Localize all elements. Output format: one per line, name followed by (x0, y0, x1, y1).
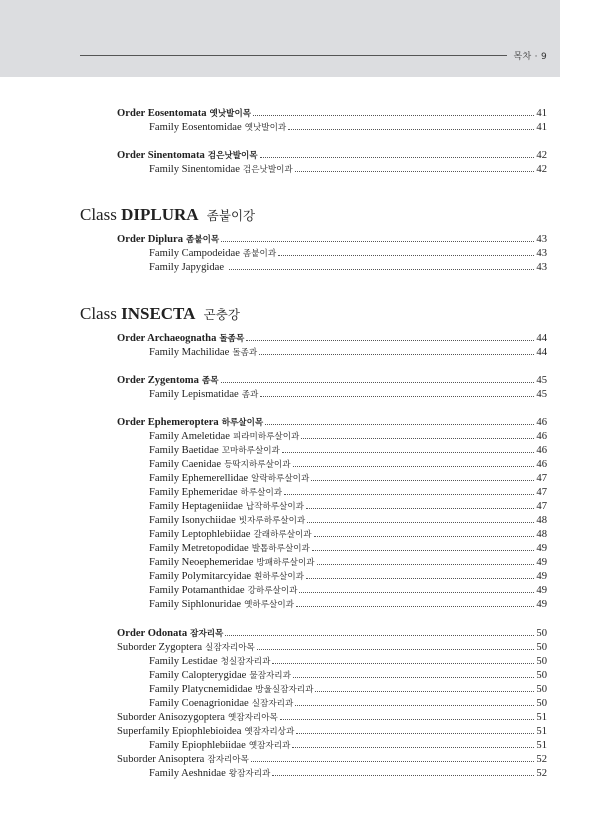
entry-korean-name: 옛잠자리상과 (244, 727, 295, 737)
entry-page-number: 45 (536, 375, 547, 386)
entry-title: Family Ameletidae (149, 431, 230, 442)
dot-leader (312, 550, 535, 551)
class-name: INSECTA (121, 304, 196, 323)
dot-leader (292, 747, 534, 748)
toc-entry-order[interactable] (117, 374, 547, 388)
toc-entry-family[interactable] (149, 669, 547, 683)
dot-leader (317, 564, 535, 565)
entry-title: Suborder Anisoptera (117, 754, 205, 765)
entry-title: Family Lepismatidae (149, 389, 239, 400)
entry-page-number: 49 (536, 599, 547, 610)
dot-leader (260, 157, 535, 158)
entry-korean-name: 방울실잠자리과 (255, 685, 314, 695)
toc-entry-order[interactable] (117, 107, 547, 121)
entry-title: Family Calopterygidae (149, 670, 247, 681)
dot-leader (229, 269, 534, 270)
entry-page-number: 44 (536, 333, 547, 344)
entry-korean-name: 좀붙이목 (186, 235, 220, 245)
entry-korean-name: 빗자루하루살이과 (238, 516, 306, 526)
dot-leader (278, 255, 534, 256)
toc-entry-suborder[interactable] (117, 641, 547, 655)
entry-page-number: 50 (536, 642, 547, 653)
dot-leader (246, 340, 534, 341)
entry-title: Family Coenagrionidae (149, 698, 249, 709)
entry-title: Order Odonata (117, 628, 188, 639)
toc-entry-family[interactable] (149, 528, 547, 542)
dot-leader (221, 382, 535, 383)
entry-korean-name: 실잠자리과 (251, 699, 294, 709)
dot-leader (225, 635, 534, 636)
entry-title: Family Metretopodidae (149, 543, 249, 554)
dot-leader (315, 691, 534, 692)
entry-title: Family Neoephemeridae (149, 557, 254, 568)
entry-title: Order Sinentomata (117, 150, 205, 161)
dot-leader (265, 424, 534, 425)
dot-leader (295, 705, 534, 706)
dot-leader (259, 354, 534, 355)
entry-korean-name: 돌좀과 (232, 348, 258, 358)
toc-entry-suborder[interactable] (117, 711, 547, 725)
entry-korean-name: 하루살이과 (240, 488, 283, 498)
dot-leader (282, 452, 535, 453)
entry-korean-name: 옛낫발이목 (209, 109, 252, 119)
toc-entry-family[interactable] (149, 655, 547, 669)
toc-entry-family[interactable] (149, 486, 547, 500)
toc-entry-family[interactable] (149, 556, 547, 570)
dot-leader (296, 606, 534, 607)
class-name: DIPLURA (121, 205, 199, 224)
entry-korean-name: 납작하루살이과 (245, 502, 304, 512)
entry-title: Family Leptophlebiidae (149, 529, 251, 540)
dot-leader (293, 466, 535, 467)
entry-page-number: 46 (536, 445, 547, 456)
entry-page-number: 41 (536, 108, 547, 119)
dot-leader (299, 592, 534, 593)
toc-entry-family[interactable] (149, 261, 547, 275)
entry-page-number: 51 (536, 740, 547, 751)
entry-title: Family Platycnemididae (149, 684, 253, 695)
entry-korean-name: 검은낫발이목 (207, 151, 258, 161)
entry-page-number: 49 (536, 543, 547, 554)
toc-entry-order[interactable] (117, 416, 547, 430)
toc-entry-family[interactable] (149, 514, 547, 528)
entry-korean-name: 갈래하루살이과 (253, 530, 312, 540)
entry-title: Family Lestidae (149, 656, 218, 667)
class-korean-name: 곤충강 (203, 307, 240, 322)
entry-korean-name: 등딱지하루살이과 (224, 460, 291, 470)
entry-title: Family Baetidae (149, 445, 219, 456)
entry-title: Family Caenidae (149, 459, 222, 470)
dot-leader (306, 578, 534, 579)
entry-korean-name: 실잠자리아목 (205, 643, 255, 653)
entry-page-number: 43 (536, 248, 547, 259)
toc-entry-superfamily[interactable] (117, 725, 547, 739)
entry-title: Order Diplura (117, 234, 184, 245)
dot-leader (295, 171, 535, 172)
entry-korean-name: 옛잠자리아목 (227, 713, 278, 723)
entry-title: Family Isonychiidae (149, 515, 236, 526)
entry-korean-name: 강하루살이과 (247, 586, 298, 596)
class-heading (80, 304, 240, 324)
toc-entry-family[interactable] (149, 430, 547, 444)
entry-title: Order Eosentomata (117, 108, 207, 119)
entry-page-number: 42 (536, 164, 547, 175)
entry-title: Suborder Anisozygoptera (117, 712, 225, 723)
entry-title: Suborder Zygoptera (117, 642, 203, 653)
dot-leader (306, 508, 534, 509)
toc-entry-family[interactable] (149, 542, 547, 556)
dot-leader (293, 677, 535, 678)
entry-page-number: 46 (536, 431, 547, 442)
dot-leader (272, 663, 534, 664)
toc-entry-family[interactable] (149, 121, 547, 135)
toc-entry-family[interactable] (149, 683, 547, 697)
toc-entry-family[interactable] (149, 247, 547, 261)
entry-title: Order Ephemeroptera (117, 417, 219, 428)
dot-leader (288, 129, 534, 130)
dot-leader (284, 494, 534, 495)
dot-leader (260, 396, 534, 397)
entry-korean-name: 알락하루살이과 (251, 474, 310, 484)
class-heading (80, 205, 255, 225)
entry-title: Family Heptageniidae (149, 501, 243, 512)
dot-leader (280, 719, 535, 720)
entry-title: Family Polymitarcyidae (149, 571, 252, 582)
class-keyword: Class (80, 304, 117, 323)
entry-page-number: 52 (536, 768, 547, 779)
entry-korean-name: 옛잠자리과 (248, 741, 291, 751)
dot-leader (296, 733, 534, 734)
page-label: 목차 · 9 (513, 52, 547, 62)
entry-korean-name: 잠자리아목 (207, 755, 249, 765)
entry-page-number: 51 (536, 726, 547, 737)
entry-korean-name: 검은낫발이과 (242, 165, 293, 175)
entry-korean-name: 청실잠자리과 (220, 657, 271, 667)
entry-page-number: 42 (536, 150, 547, 161)
toc-entry-family[interactable] (149, 500, 547, 514)
entry-korean-name: 하루살이목 (221, 418, 264, 428)
toc-entry-family[interactable] (149, 346, 547, 360)
entry-korean-name: 옛낫발이과 (244, 123, 287, 133)
toc-entry-family[interactable] (149, 444, 547, 458)
toc-entry-order[interactable] (117, 332, 547, 346)
entry-title: Family Siphlonuridae (149, 599, 242, 610)
entry-korean-name: 꼬마하루살이과 (221, 446, 280, 456)
entry-title: Superfamily Epiophlebioidea (117, 726, 242, 737)
entry-korean-name: 발톱하루살이과 (251, 544, 310, 554)
entry-korean-name: 돌좀목 (219, 334, 245, 344)
toc-entry-family[interactable] (149, 570, 547, 584)
entry-page-number: 46 (536, 417, 547, 428)
entry-page-number: 47 (536, 473, 547, 484)
entry-title: Family Aeshnidae (149, 768, 226, 779)
toc-entry-family[interactable] (149, 163, 547, 177)
dot-leader (301, 438, 534, 439)
entry-korean-name: 좀붙이과 (242, 249, 277, 259)
entry-title: Family Japygidae (149, 262, 225, 273)
toc-entry-family[interactable] (149, 584, 547, 598)
entry-title: Family Eosentomidae (149, 122, 242, 133)
toc-entry-order[interactable] (117, 149, 547, 163)
entry-korean-name: 좀목 (201, 376, 219, 386)
toc-entry-family[interactable] (149, 458, 547, 472)
entry-page-number: 49 (536, 557, 547, 568)
toc-entry-family[interactable] (149, 388, 547, 402)
entry-title: Family Ephemeridae (149, 487, 238, 498)
entry-korean-name: 피라미하루살이과 (232, 432, 300, 442)
dot-leader (272, 775, 534, 776)
entry-page-number: 51 (536, 712, 547, 723)
entry-korean-name: 방패하루살이과 (256, 558, 315, 568)
entry-title: Family Campodeidae (149, 248, 240, 259)
toc-entry-family[interactable] (149, 472, 547, 486)
entry-page-number: 52 (536, 754, 547, 765)
toc-entry-suborder[interactable] (117, 753, 547, 767)
dot-leader (314, 536, 535, 537)
toc-entry-order[interactable] (117, 627, 547, 641)
dot-leader (311, 480, 534, 481)
entry-page-number: 47 (536, 487, 547, 498)
entry-title: Family Sinentomidae (149, 164, 240, 175)
dot-leader (253, 115, 534, 116)
entry-page-number: 50 (536, 628, 547, 639)
entry-page-number: 44 (536, 347, 547, 358)
entry-title: Family Machilidae (149, 347, 230, 358)
entry-page-number: 48 (536, 529, 547, 540)
entry-korean-name: 옛하루살이과 (244, 600, 294, 610)
entry-page-number: 47 (536, 501, 547, 512)
entry-page-number: 46 (536, 459, 547, 470)
dot-leader (307, 522, 534, 523)
entry-page-number: 48 (536, 515, 547, 526)
entry-title: Family Ephemerellidae (149, 473, 249, 484)
entry-korean-name: 왕잠자리과 (228, 769, 271, 779)
entry-page-number: 49 (536, 571, 547, 582)
entry-page-number: 49 (536, 585, 547, 596)
entry-page-number: 41 (536, 122, 547, 133)
entry-title: Order Archaeognatha (117, 333, 217, 344)
toc-entry-family[interactable] (149, 767, 547, 781)
entry-korean-name: 잠자리목 (190, 629, 224, 639)
entry-page-number: 43 (536, 262, 547, 273)
entry-page-number: 43 (536, 234, 547, 245)
entry-korean-name: 물잠자리과 (249, 671, 291, 681)
entry-title: Order Zygentoma (117, 375, 199, 386)
entry-korean-name: 흰하루살이과 (254, 572, 304, 582)
toc-entry-family[interactable] (149, 739, 547, 753)
entry-title: Family Epiophlebiidae (149, 740, 246, 751)
entry-title: Family Potamanthidae (149, 585, 245, 596)
toc-entry-family[interactable] (149, 697, 547, 711)
entry-page-number: 50 (536, 670, 547, 681)
entry-page-number: 50 (536, 698, 547, 709)
dot-leader (251, 761, 535, 762)
entry-page-number: 50 (536, 656, 547, 667)
class-korean-name: 좀붙이강 (206, 208, 256, 223)
toc-entry-family[interactable] (149, 598, 547, 612)
dot-leader (221, 241, 534, 242)
class-keyword: Class (80, 205, 117, 224)
entry-korean-name: 좀과 (241, 390, 259, 400)
entry-page-number: 50 (536, 684, 547, 695)
toc-entry-order[interactable] (117, 233, 547, 247)
dot-leader (257, 649, 535, 650)
entry-page-number: 45 (536, 389, 547, 400)
